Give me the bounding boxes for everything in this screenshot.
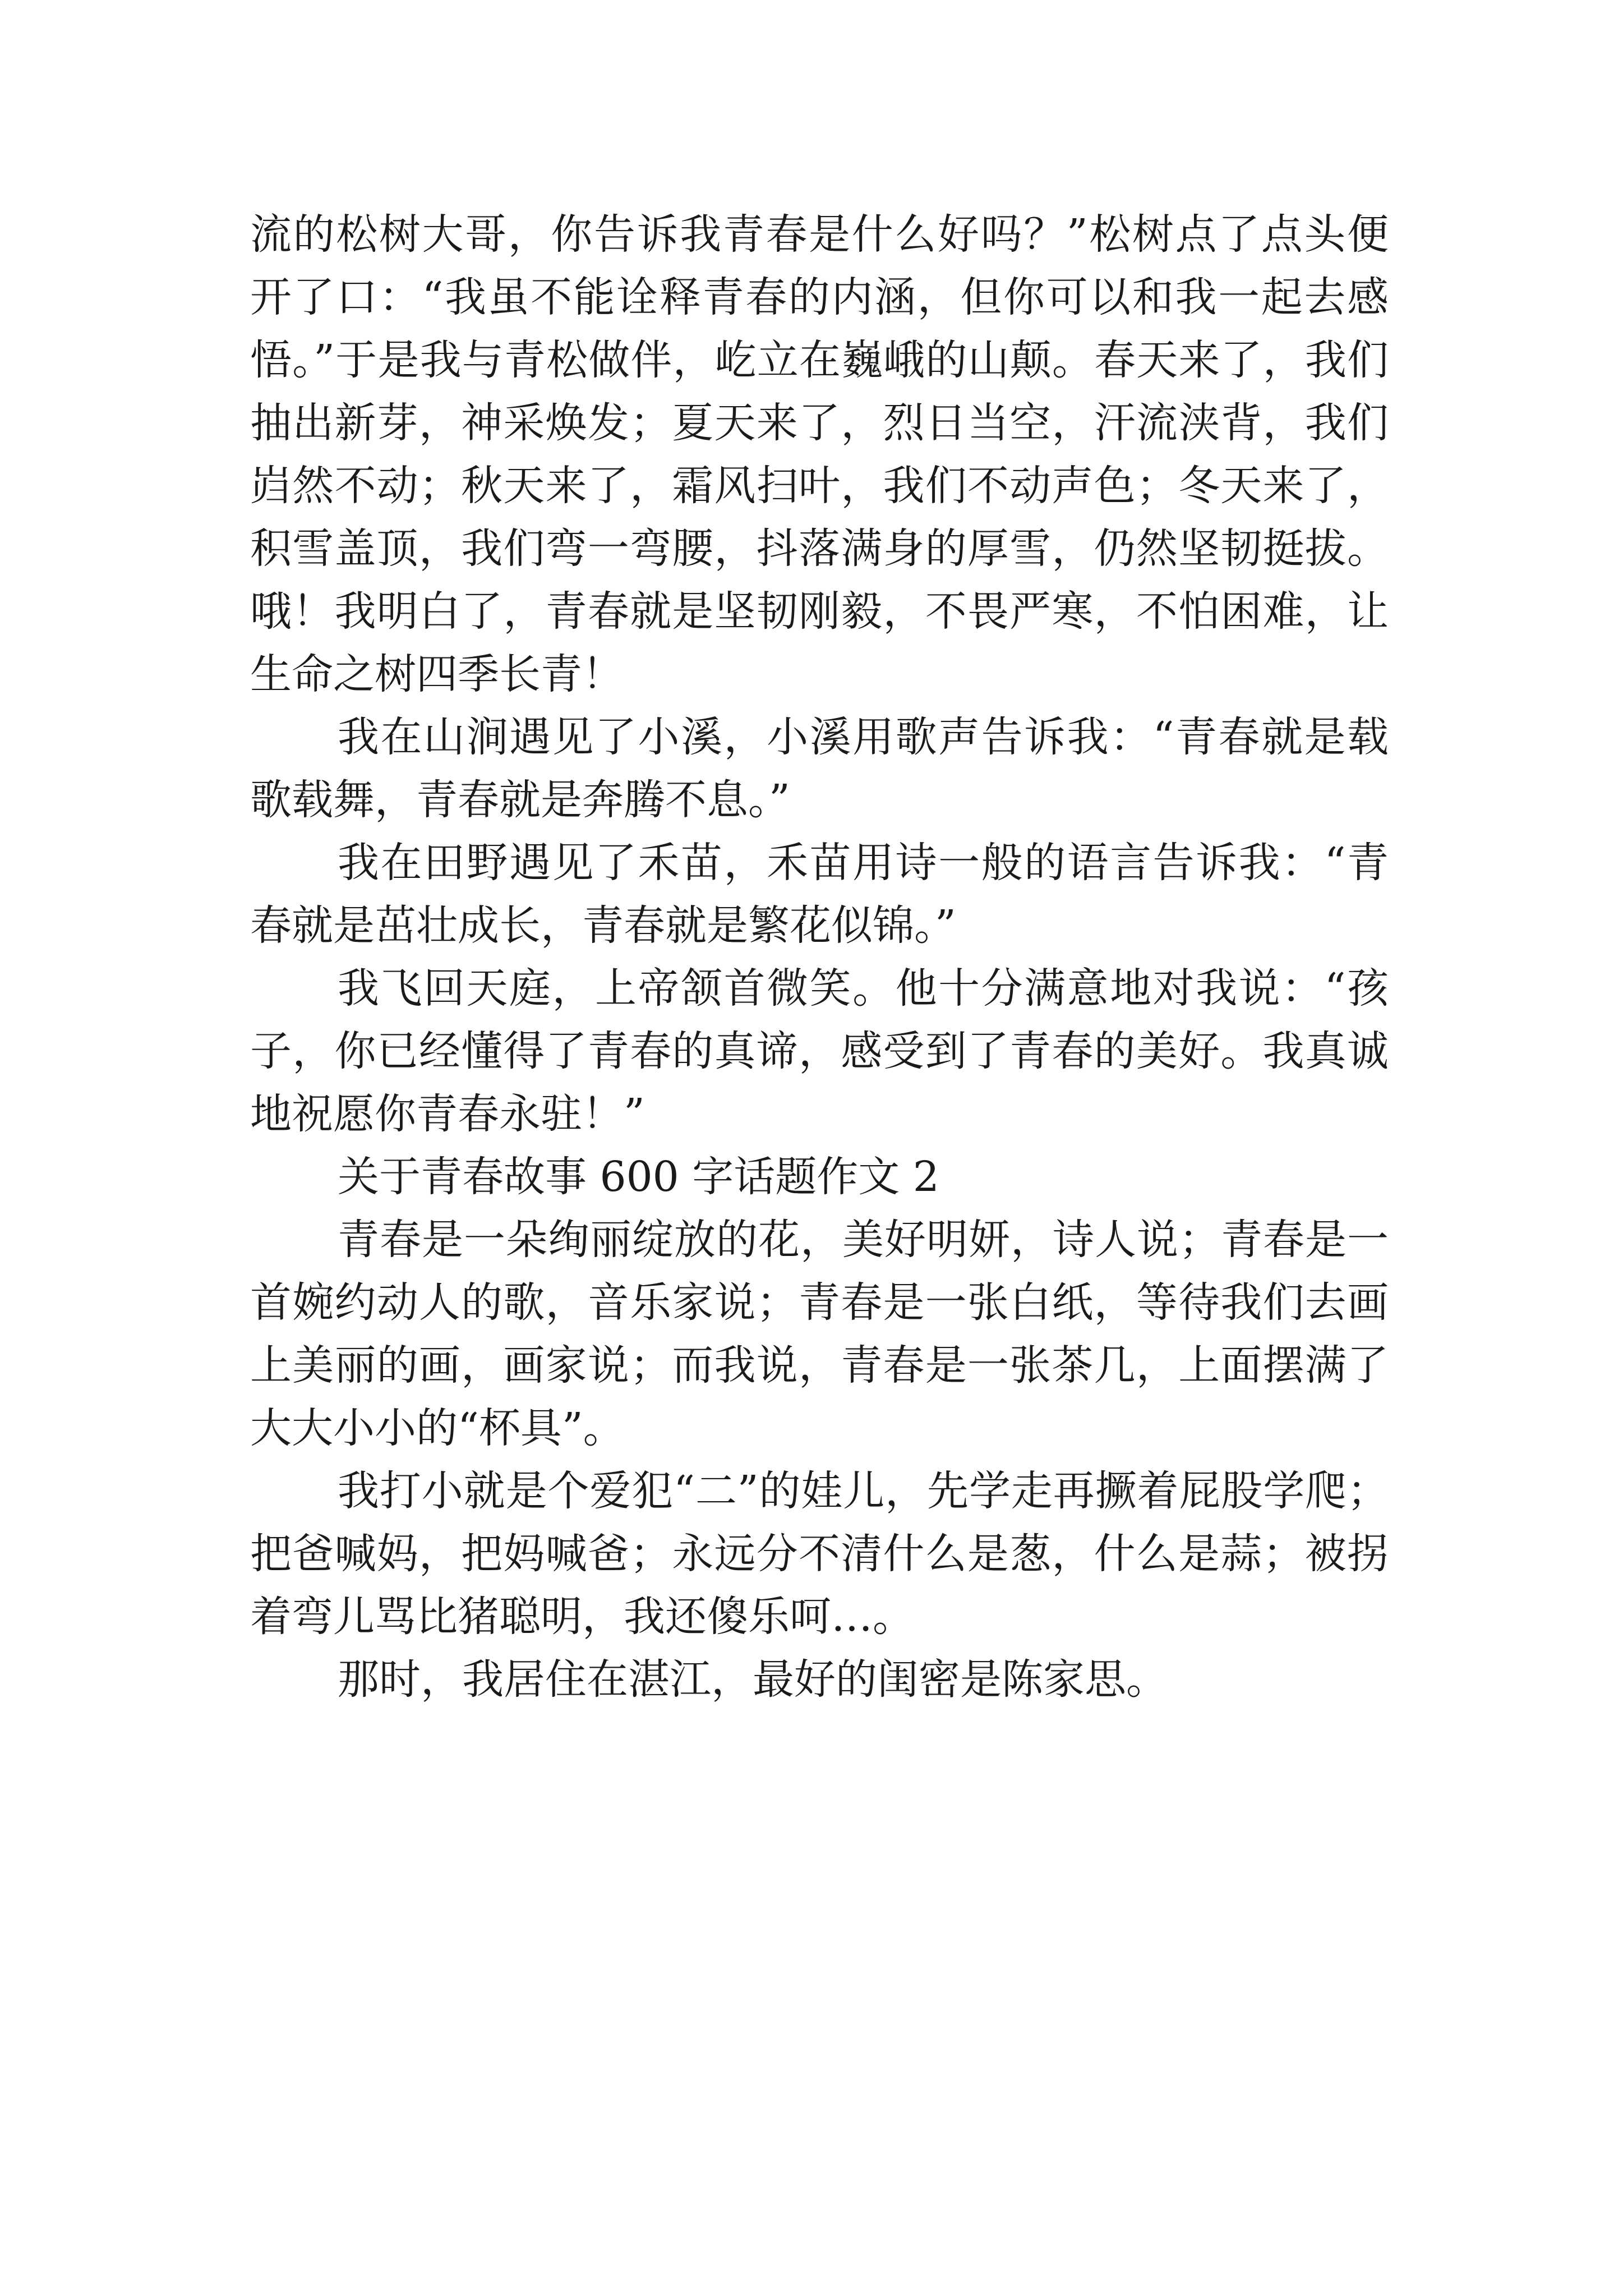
paragraph-1: 流的松树大哥，你告诉我青春是什么好吗？”松树点了点头便开了口：“我虽不能诠释青春的内涵，但你可以和我一起去感悟。”于是我与青松做伴，屹立在巍峨的山颠。春天来了，我们抽出新芽，神采焕发；夏天来了，烈日当空，汗流浃背，我们岿然不动；秋天来了，霜风扫叶，我们不动声色；冬天来了，积雪盖顶，我们弯一弯腰，抖落满身的厚雪，仍然坚韧挺拔。哦！我明白了，青春就是坚韧刚毅，不畏严寒，不怕困难，让生命之树四季长青！ <box>250 210 1389 698</box>
paragraph-3: 我在田野遇见了禾苗，禾苗用诗一般的语言告诉我：“青春就是茁壮成长，青春就是繁花似锦。” <box>250 839 1389 950</box>
paragraph-2: 我在山涧遇见了小溪，小溪用歌声告诉我：“青春就是载歌载舞，青春就是奔腾不息。” <box>250 713 1389 824</box>
section-heading: 关于青春故事 600 字话题作文 2 <box>338 1153 939 1201</box>
paragraph-6: 我打小就是个爱犯“二”的娃儿，先学走再撅着屁股学爬；把爸喊妈，把妈喊爸；永远分不清什么是葱，什么是蒜；被拐着弯儿骂比猪聪明，我还傻乐呵…。 <box>250 1467 1389 1641</box>
paragraph-4: 我飞回天庭，上帝颔首微笑。他十分满意地对我说：“孩子，你已经懂得了青春的真谛，感受到了青春的美好。我真诚地祝愿你青春永驻！” <box>250 964 1389 1138</box>
paragraph-7: 那时，我居住在湛江，最好的闺密是陈家思。 <box>338 1655 1168 1704</box>
document-body <box>250 203 1389 1711</box>
paragraph-5: 青春是一朵绚丽绽放的花，美好明妍，诗人说；青春是一首婉约动人的歌，音乐家说；青春是一张白纸，等待我们去画上美丽的画，画家说；而我说，青春是一张茶几，上面摆满了大大小小的“杯具”。 <box>250 1216 1389 1452</box>
